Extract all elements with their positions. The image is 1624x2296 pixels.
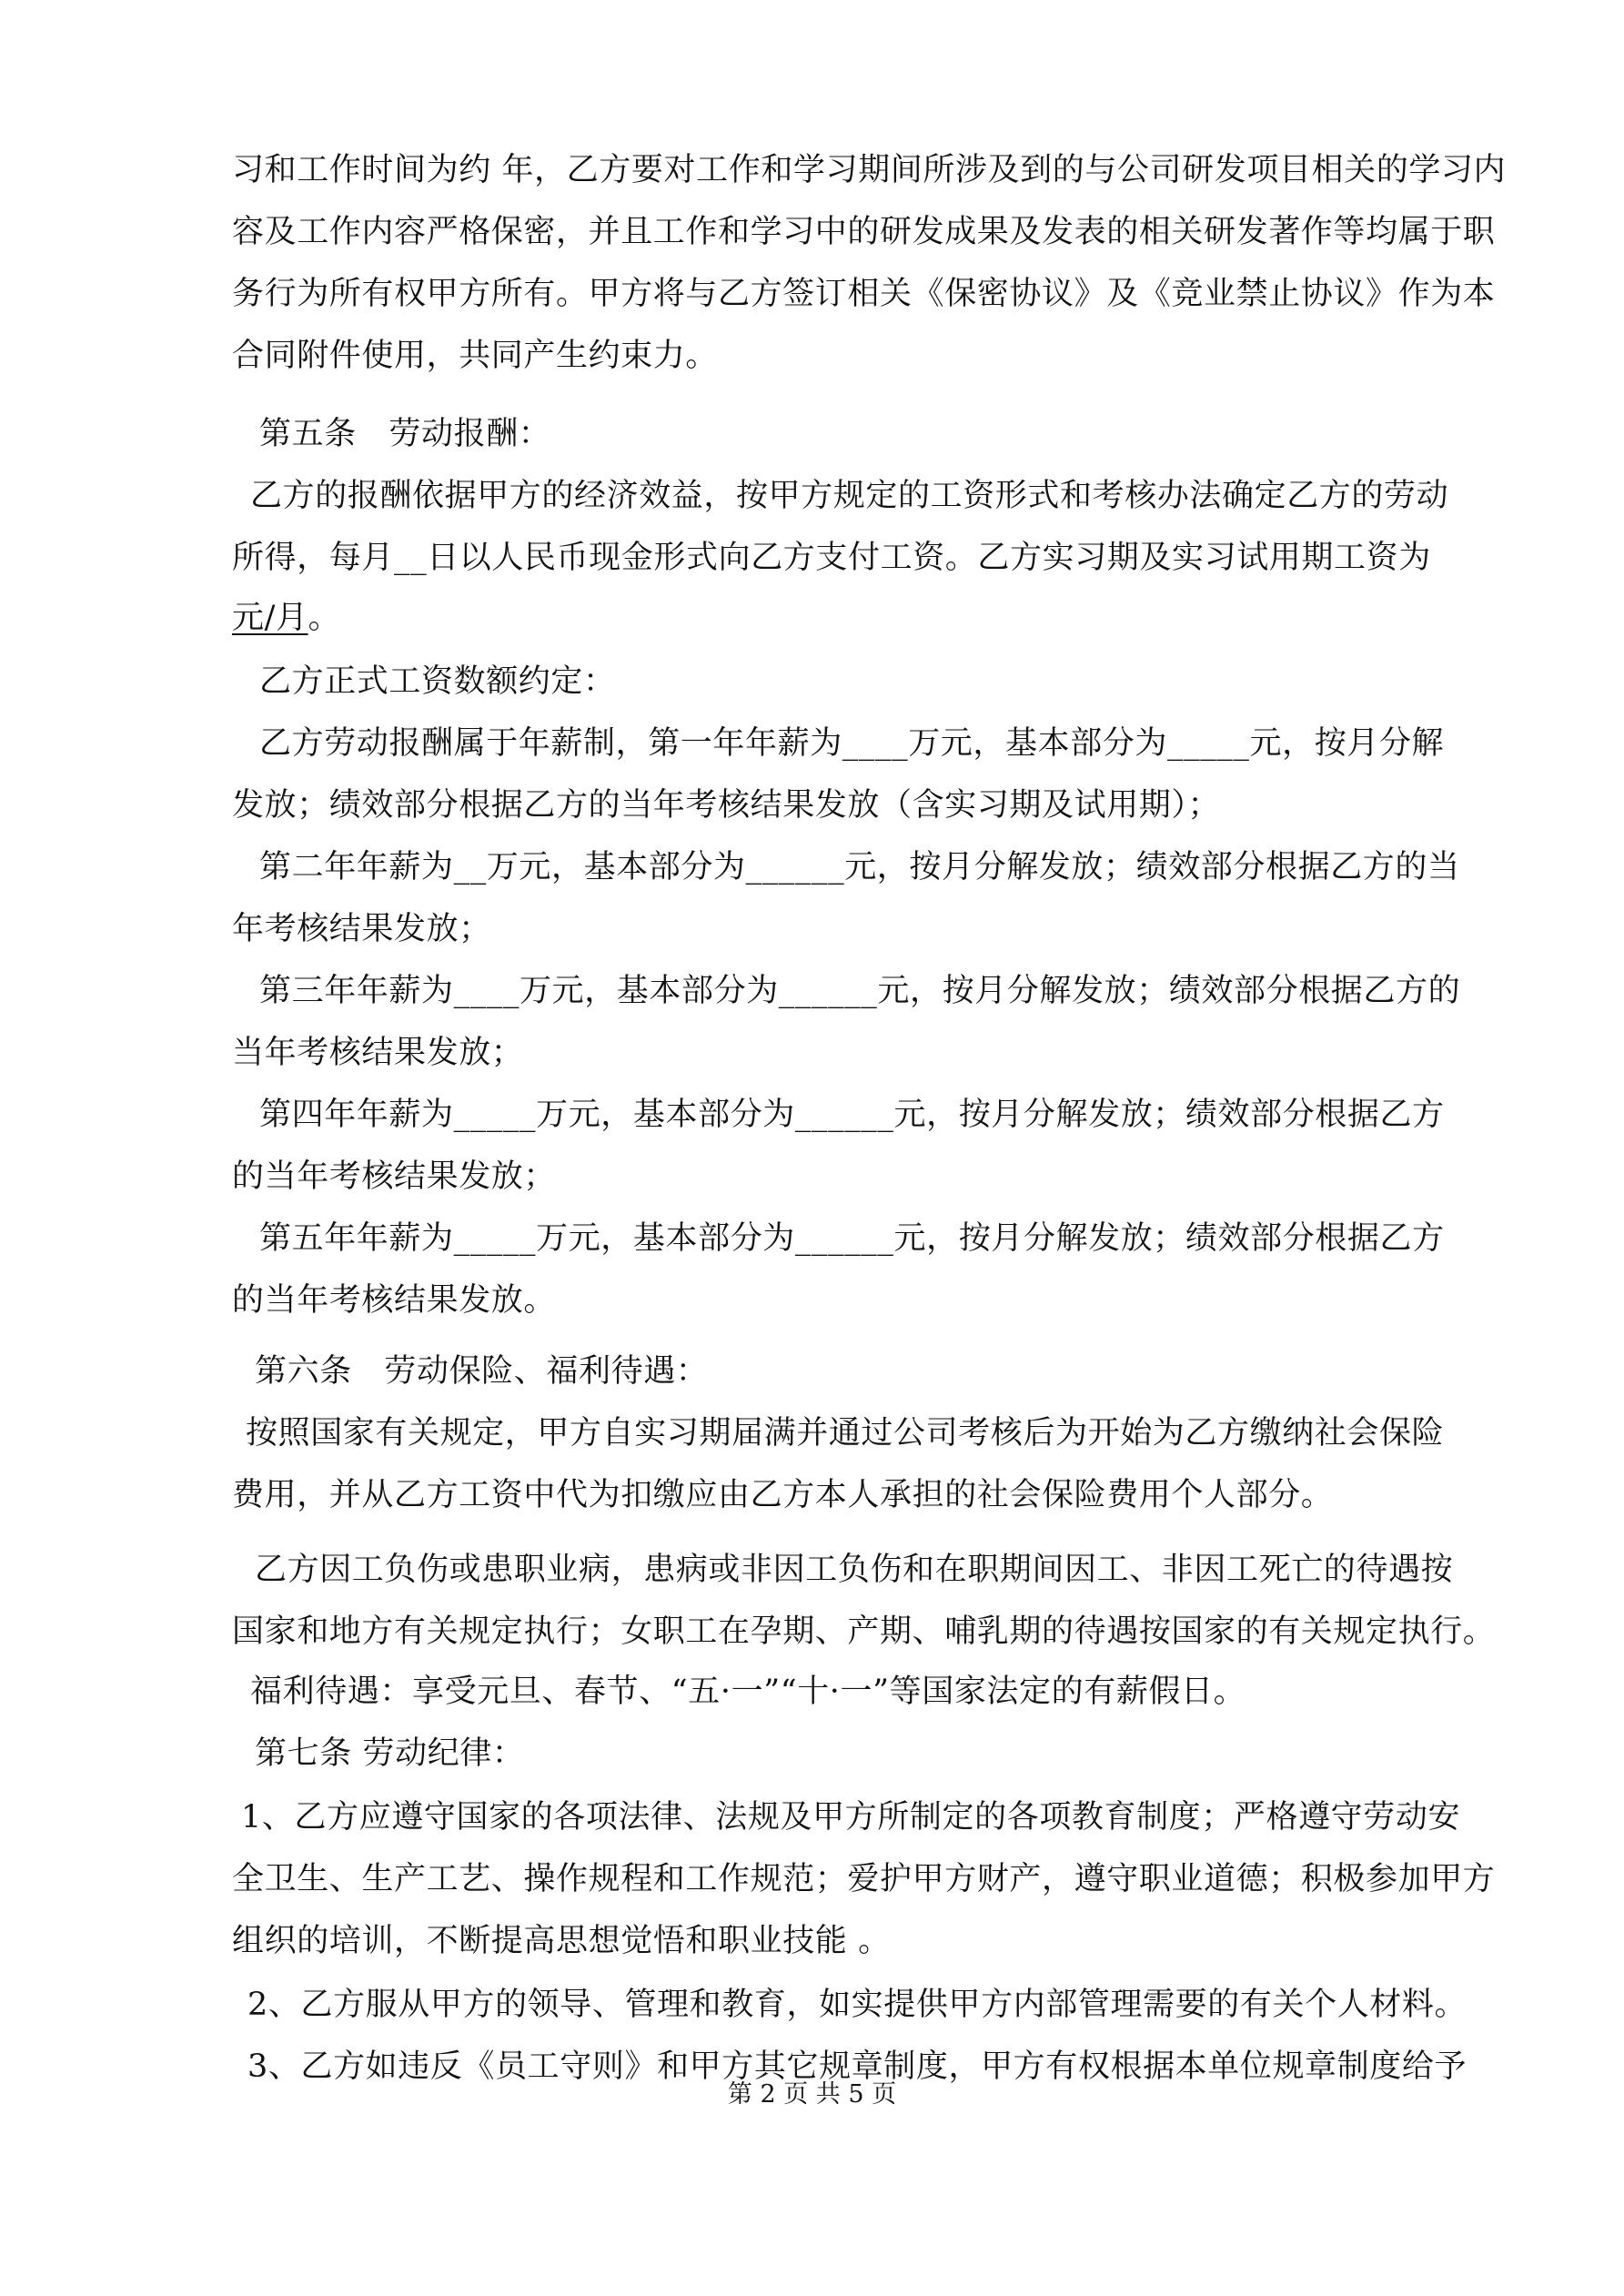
text-line-19: 的当年考核结果发放。 xyxy=(232,1282,557,1319)
text-line-1: 习和工作时间为约 年，乙方要对工作和学习期间所涉及到的与公司研发项目相关的学习内 xyxy=(232,152,1507,188)
discipline-item-2: 2、乙方服从甲方的领导、管理和教育，如实提供甲方内部管理需要的有关个人材料。 xyxy=(247,1987,1468,2023)
text-line-3: 务行为所有权甲方所有。甲方将与乙方签订相关《保密协议》及《竞业禁止协议》作为本 xyxy=(232,276,1496,312)
article-5-heading: 第五条 劳动报酬： xyxy=(259,416,551,452)
text-line-4: 合同附件使用，共同产生约束力。 xyxy=(232,338,719,374)
text-line-6: 乙方的报酬依据甲方的经济效益，按甲方规定的工资形式和考核办法确定乙方的劳动 xyxy=(250,478,1449,514)
text-line-10: 乙方劳动报酬属于年薪制，第一年年薪为____万元，基本部分为_____元，按月分解 xyxy=(259,725,1445,762)
text-line-13: 年考核结果发放； xyxy=(232,911,491,947)
discipline-item-1-line-2: 全卫生、生产工艺、操作规程和工作规范；爱护甲方财产，遵守职业道德；积极参加甲方 xyxy=(232,1861,1496,1897)
discipline-item-1-line-3: 组织的培训，不断提高思想觉悟和职业技能 。 xyxy=(232,1923,891,1959)
text-line-7: 所得，每月__日以人民币现金形式向乙方支付工资。乙方实习期及实习试用期工资为 xyxy=(232,540,1431,576)
text-line-16: 第四年年薪为_____万元，基本部分为______元，按月分解发放；绩效部分根据乙方 xyxy=(259,1097,1445,1133)
text-line-21: 按照国家有关规定，甲方自实习期届满并通过公司考核后为开始为乙方缴纳社会保险 xyxy=(246,1415,1445,1451)
period-mark: 。 xyxy=(308,600,341,636)
page-number-footer: 第 2 页 共 5 页 xyxy=(727,2080,897,2109)
text-line-24: 国家和地方有关规定执行；女职工在孕期、产期、哺乳期的待遇按国家的有关规定执行。 xyxy=(232,1613,1496,1650)
text-line-15: 当年考核结果发放； xyxy=(232,1035,524,1071)
discipline-item-1-line-1: 1、乙方应遵守国家的各项法律、法规及甲方所制定的各项教育制度；严格遵守劳动安 xyxy=(241,1799,1461,1836)
text-line-18: 第五年年薪为_____万元，基本部分为______元，按月分解发放；绩效部分根据乙方 xyxy=(259,1220,1445,1257)
article-6-heading: 第六条 劳动保险、福利待遇： xyxy=(255,1353,709,1390)
text-line-11: 发放；绩效部分根据乙方的当年考核结果发放（含实习期及试用期）； xyxy=(232,787,1221,824)
text-line-14: 第三年年薪为____万元，基本部分为______元，按月分解发放；绩效部分根据乙方的 xyxy=(259,973,1461,1009)
text-line-22: 费用，并从乙方工资中代为扣缴应由乙方本人承担的社会保险费用个人部分。 xyxy=(232,1477,1334,1513)
salary-unit: 元/月 xyxy=(232,600,308,636)
salary-agreement-heading: 乙方正式工资数额约定： xyxy=(259,663,616,700)
discipline-item-3: 3、乙方如违反《员工守则》和甲方其它规章制度，甲方有权根据本单位规章制度给予 xyxy=(247,2048,1468,2085)
text-line-2: 容及工作内容严格保密，并且工作和学习中的研发成果及发表的相关研发著作等均属于职 xyxy=(232,214,1496,250)
article-7-heading: 第七条 劳动纪律： xyxy=(255,1735,525,1772)
text-line-12: 第二年年薪为__万元，基本部分为______元，按月分解发放；绩效部分根据乙方的当 xyxy=(259,849,1460,885)
welfare-line: 福利待遇：享受元旦、春节、“五·一”“十·一”等国家法定的有薪假日。 xyxy=(250,1674,1246,1710)
text-line-23: 乙方因工负伤或患职业病，患病或非因工负伤和在职期间因工、非因工死亡的待遇按 xyxy=(255,1552,1454,1588)
text-line-17: 的当年考核结果发放； xyxy=(232,1158,557,1195)
text-line-8 xyxy=(232,595,340,641)
